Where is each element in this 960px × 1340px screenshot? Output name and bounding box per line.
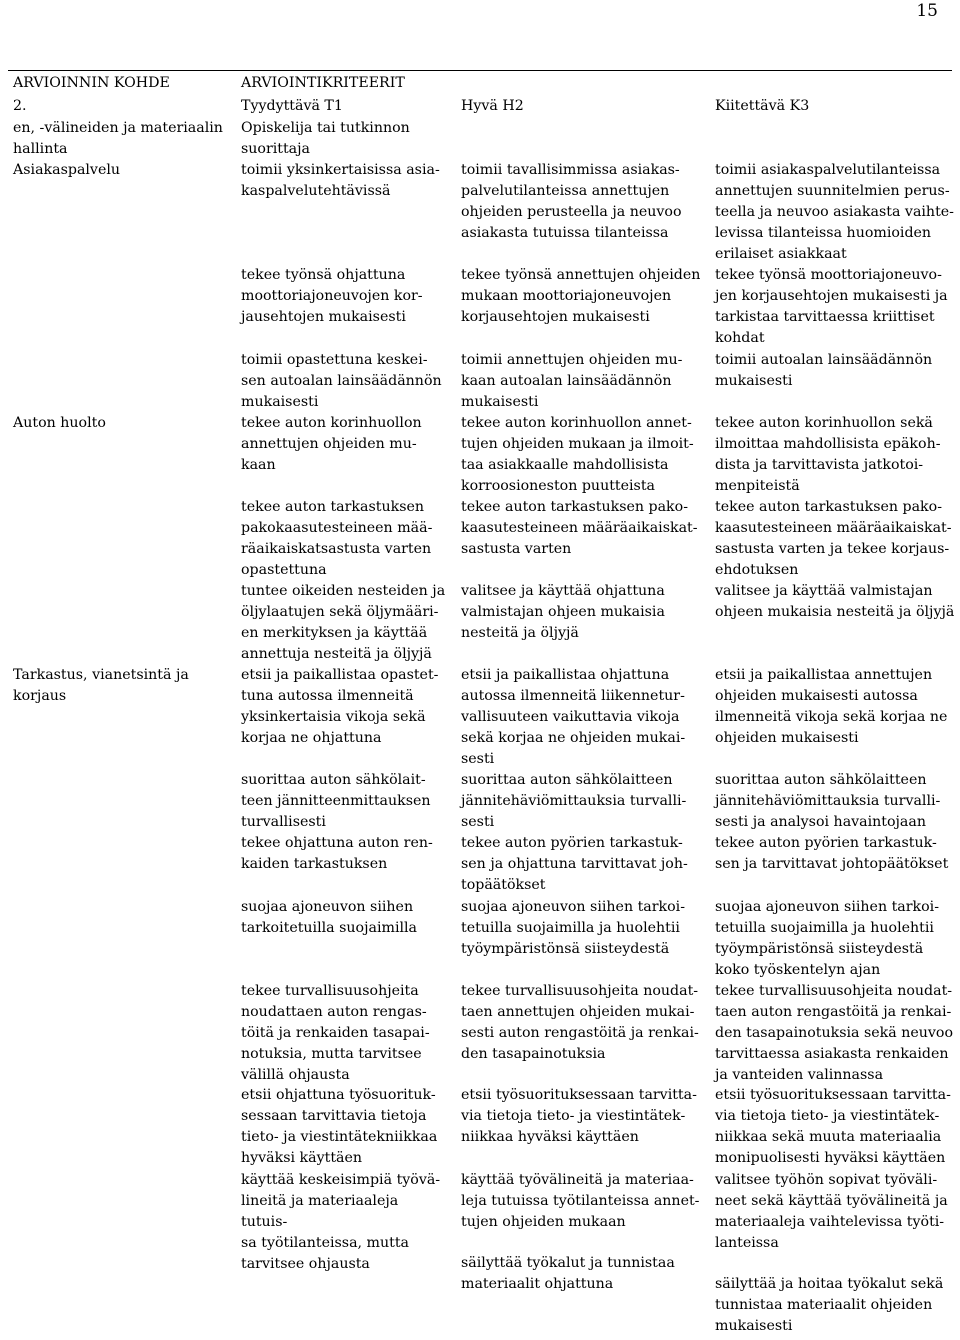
criterion-k3: toimii asiakaspalvelutilanteissa annettujen suunnitelmien perus- teella ja neuvoo asiakasta vaihte- levissa tilanteissa huomioiden erilaiset asiakkaat [715,162,954,262]
criterion-k3: tekee auton korinhuollon sekä ilmoittaa mahdollisista epäkoh- dista ja tarvittavista jatkotoi- menpiteistä [715,415,941,494]
category-car-maintenance: Auton huolto [13,415,106,431]
section-number: 2. [13,98,27,114]
criterion-h2: tekee auton pyörien tarkastuk- sen ja ohjattuna tarvittavat joh- topäätökset [461,835,688,893]
page-number: 15 [916,1,938,21]
criterion-h2: säilyttää työkalut ja tunnistaa materiaalit ohjattuna [461,1255,675,1292]
criterion-k3: etsii ja paikallistaa annettujen ohjeiden mukaisesti autossa ilmenneitä vikoja sekä korjaa ne ohjeiden mukaisesti [715,667,948,746]
criterion-k3: suorittaa auton sähkölaitteen jännitehäviömittauksia turvalli- sesti ja analysoi havaintojaan [715,772,941,830]
criterion-h2: toimii annettujen ohjeiden mu- kaan autoalan lainsäädännön mukaisesti [461,352,683,410]
criterion-t1: toimii opastettuna keskei- sen autoalan lainsäädännön mukaisesti [241,352,442,410]
criterion-t1: tekee auton korinhuollon annettujen ohjeiden mu- kaan [241,415,422,473]
criterion-k3: tekee auton pyörien tarkastuk- sen ja tarvittavat johtopäätökset [715,835,949,872]
criterion-h2: käyttää työvälineitä ja materiaa- leja tutuissa työtilanteissa annet- tujen ohjeiden mukaan [461,1172,700,1230]
criterion-k3: suojaa ajoneuvon siihen tarkoi- tetuilla suojaimilla ja huolehtii työympäristönsä siisteydestä koko työskentelyn ajan [715,899,940,978]
criterion-t1: tekee turvallisuusohjeita noudattaen auton rengas- töitä ja renkaiden tasapai- notuksia, mutta tarvitsee välillä ohjausta [241,983,430,1083]
criterion-k3: valitsee ja käyttää valmistajan ohjeen mukaisia nesteitä ja öljyjä [715,583,955,620]
criterion-t1: toimii yksinkertaisissa asia- kaspalvelutehtävissä [241,162,440,199]
criterion-k3: tekee työnsä moottoriajoneuvo- jen korjausehtojen mukaisesti ja tarkistaa tarvittaessa kriittiset kohdat [715,267,948,346]
criterion-t1: suojaa ajoneuvon siihen tarkoitetuilla suojaimilla [241,899,418,936]
criterion-h2: suorittaa auton sähkölaitteen jännitehäviömittauksia turvalli- sesti [461,772,687,830]
subject-row-label: en, -välineiden ja materiaalin hallinta [13,120,223,157]
criterion-t1: tekee auton tarkastuksen pakokaasutesteineen mää- räaikaiskatsastusta varten opastettuna [241,499,433,578]
category-customer-service: Asiakaspalvelu [13,162,121,178]
criterion-k3: säilyttää ja hoitaa työkalut sekä tunnistaa materiaalit ohjeiden mukaisesti [715,1276,944,1334]
criterion-h2: etsii työsuorituksessaan tarvitta- via tietoja tieto- ja viestintätek- niikkaa hyväksi käyttäen [461,1087,697,1145]
criterion-h2: toimii tavallisimmissa asiakas- palvelutilanteissa annettujen ohjeiden perusteella ja neuvoo asiakasta tutuissa tilanteissa [461,162,682,241]
criterion-k3: etsii työsuorituksessaan tarvitta- via tietoja tieto- ja viestintätek- niikkaa sekä muuta materiaalia monipuolisesti hyväksi käyttäen [715,1087,951,1166]
criterion-t1: tekee työnsä ohjattuna moottoriajoneuvojen kor- jausehtojen mukaisesti [241,267,423,325]
criterion-t1: etsii ohjattuna työsuorituk- sessaan tarvittavia tietoja tieto- ja viestintätekniikkaa hyväksi käyttäen [241,1087,438,1166]
grade-t1-header: Tyydyttävä T1 [241,98,343,114]
criterion-t1: etsii ja paikallistaa opastet- tuna autossa ilmenneitä yksinkertaisia vikoja sekä korjaa ne ohjattuna [241,667,439,746]
criterion-t1: käyttää keskeisimpiä työvä- lineitä ja materiaaleja tutuis- sa työtilanteissa, mutta tarvitsee ohjausta [241,1172,441,1272]
criterion-t1: tekee ohjattuna auton ren- kaiden tarkastuksen [241,835,433,872]
grade-h2-header: Hyvä H2 [461,98,524,114]
criterion-t1: tuntee oikeiden nesteiden ja öljylaatujen sekä öljymääri- en merkityksen ja käyttää annettuja nesteitä ja öljyjä [241,583,446,662]
header-assessment-criteria: ARVIOINTIKRITEERIT [241,75,405,91]
criterion-t1: suorittaa auton sähkölait- teen jännitteenmittauksen turvallisesti [241,772,431,830]
criterion-k3: valitsee työhön sopivat työväli- neet sekä käyttää työvälineitä ja materiaaleja vaihtelevissa työti- lanteissa [715,1172,948,1251]
criterion-h2: tekee turvallisuusohjeita noudat- taen annettujen ohjeiden mukai- sesti auton rengastöitä ja renkai- den tasapainotuksia [461,983,699,1062]
table-top-rule [8,70,952,71]
grade-k3-header: Kiitettävä K3 [715,98,810,114]
criterion-k3: tekee auton tarkastuksen pako- kaasutesteineen määräaikaiskat- sastusta varten ja tekee korjaus- ehdotuksen [715,499,952,578]
criterion-h2: tekee työnsä annettujen ohjeiden mukaan moottoriajoneuvojen korjausehtojen mukaisesti [461,267,701,325]
criterion-h2: tekee auton korinhuollon annet- tujen ohjeiden mukaan ja ilmoit- taa asiakkaalle mahdollisista korroosioneston puutteista [461,415,694,494]
criterion-h2: etsii ja paikallistaa ohjattuna autossa ilmenneitä liikennetur- vallisuuteen vaikuttavia vikoja sekä korjaa ne ohjeiden mukai- sesti [461,667,686,767]
criterion-k3: toimii autoalan lainsäädännön mukaisesti [715,352,933,389]
criterion-k3: tekee turvallisuusohjeita noudat- taen auton rengastöitä ja renkai- den tasapainotuksia sekä neuvoo tarvittaessa asiakasta renkaiden ja vanteiden valinnassa [715,983,954,1083]
category-inspection-repair: Tarkastus, vianetsintä ja korjaus [13,667,189,704]
header-assessment-target: ARVIOINNIN KOHDE [13,75,170,91]
criterion-h2: suojaa ajoneuvon siihen tarkoi- tetuilla suojaimilla ja huolehtii työympäristönsä siisteydestä [461,899,686,957]
criterion-h2: valitsee ja käyttää ohjattuna valmistajan ohjeen mukaisia nesteitä ja öljyjä [461,583,665,641]
criterion-h2: tekee auton tarkastuksen pako- kaasutesteineen määräaikaiskat- sastusta varten [461,499,698,557]
performer-label: Opiskelija tai tutkinnon suorittaja [241,120,410,157]
